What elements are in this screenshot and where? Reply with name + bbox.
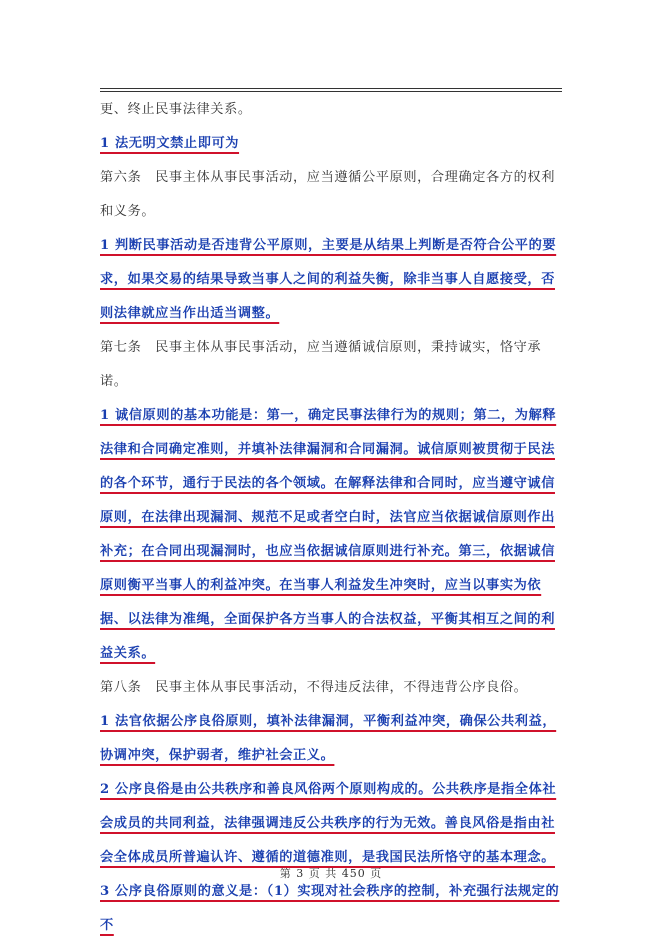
article-8: 第八条 民事主体从事民事活动，不得违反法律，不得违背公序良俗。 [100,680,528,695]
annotation-note: 1 法无明文禁止即可为 [100,136,240,151]
header-rule [100,88,562,89]
header-rule-secondary [100,91,562,92]
annotation-note: 2 公序良俗是由公共秩序和善良风俗两个原则构成的。公共秩序是指全体社会成员的共同利益，法律强调违反公共秩序的行为无效。善良风俗是指由社会全体成员所普遍认许、遵循的道德准则，是我国民法所恪守的基本理念。 [100,782,557,865]
annotation-note: 1 法官依据公序良俗原则，填补法律漏洞，平衡利益冲突，确保公共利益，协调冲突，保护弱者，维护社会正义。 [100,714,557,763]
page-body [100,93,562,943]
page-number-footer: 第 3 页 共 450 页 [279,867,383,880]
annotation-note: 1 判断民事活动是否违背公平原则，主要是从结果上判断是否符合公平的要求，如果交易的结果导致当事人之间的利益失衡，除非当事人自愿接受，否则法律就应当作出适当调整。 [100,238,557,321]
article-7: 第七条 民事主体从事民事活动，应当遵循诚信原则，秉持诚实，恪守承诺。 [100,340,542,389]
article-6: 第六条 民事主体从事民事活动，应当遵循公平原则，合理确定各方的权利和义务。 [100,170,555,219]
paragraph-continuation: 更、终止民事法律关系。 [100,102,252,117]
annotation-note: 1 诚信原则的基本功能是：第一，确定民事法律行为的规则；第二，为解释法律和合同确定准则，并填补法律漏洞和合同漏洞。诚信原则被贯彻于民法的各个环节，通行于民法的各个领域。在解释法律和合同时，应当遵守诚信原则，在法律出现漏洞、规范不足或者空白时，法官应当依据诚信原则作出补充；在合同出现漏洞时，也应当依据诚信原则进行补充。第三，依据诚信原则衡平当事人的利益冲突。在当事人利益发生冲突时，应当以事实为依据、以法律为准绳，全面保护各方当事人的合法权益，平衡其相互之间的利益关系。 [100,408,557,661]
annotation-note: 3 公序良俗原则的意义是：（1）实现对社会秩序的控制，补充强行法规定的不 [100,884,560,933]
